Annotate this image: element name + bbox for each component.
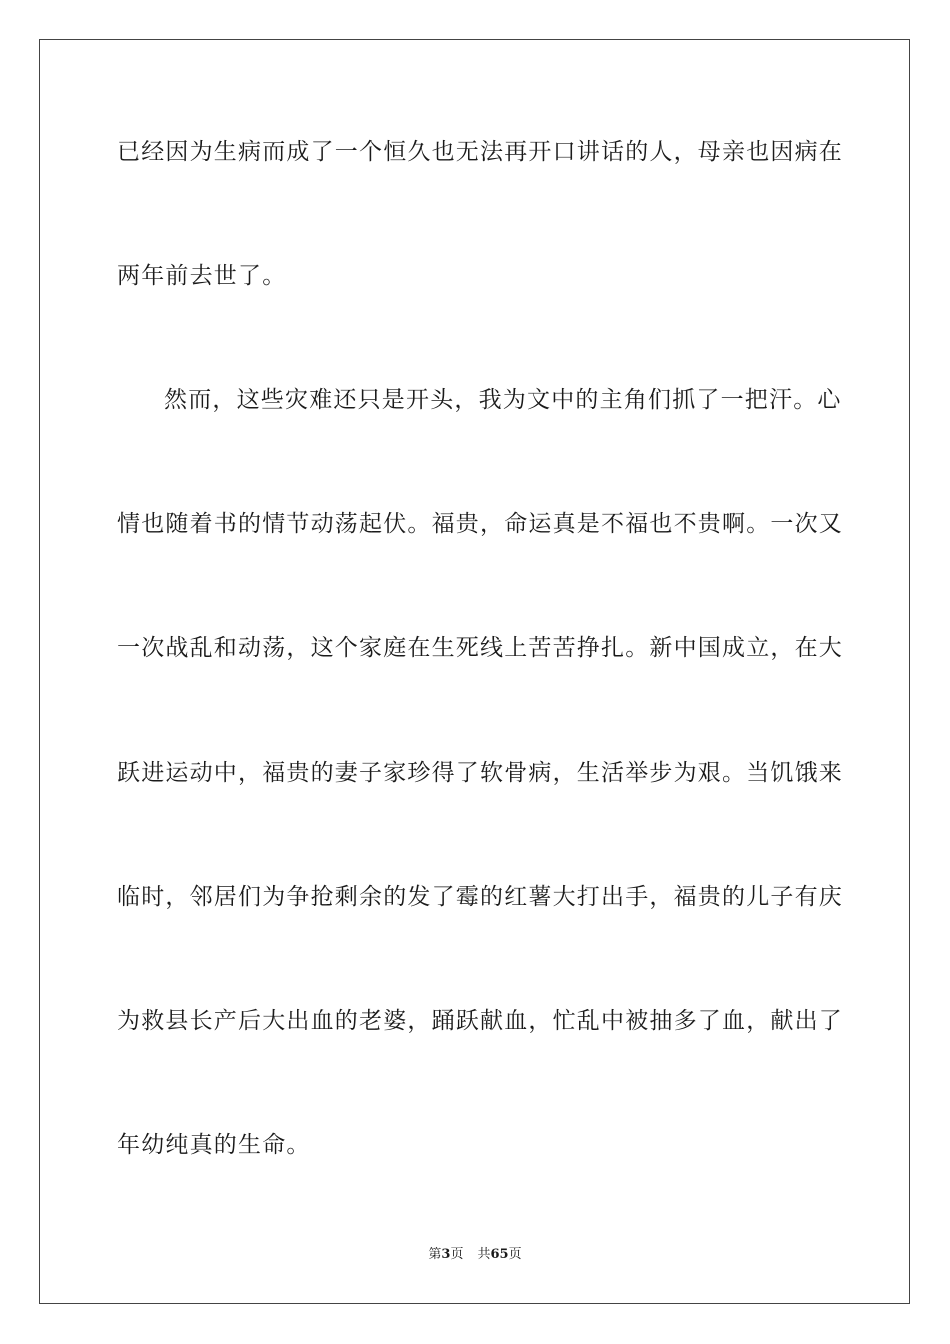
paragraph-line: 为救县长产后大出血的老婆，踊跃献血，忙乱中被抽多了血，献出了 [117,1008,843,1034]
paragraph-line: 年幼纯真的生命。 [117,1132,311,1158]
paragraph-line: 一次战乱和动荡，这个家庭在生死线上苦苦挣扎。新中国成立，在大 [117,635,843,661]
paragraph-line: 已经因为生病而成了一个恒久也无法再开口讲话的人，母亲也因病在 [117,139,843,165]
page-border [39,39,910,1304]
paragraph-line: 两年前去世了。 [117,263,287,289]
page-footer [0,1246,950,1264]
total-suffix: 页 [508,1247,522,1262]
paragraph-line: 跃进运动中，福贵的妻子家珍得了软骨病，生活举步为艰。当饥饿来 [117,760,843,786]
page-suffix: 页 [450,1247,464,1262]
total-prefix: 共 [477,1247,491,1262]
page-number: 3 [441,1247,451,1262]
paragraph-line: 然而，这些灾难还只是开头，我为文中的主角们抓了一把汗。心 [164,387,842,413]
paragraph-line: 情也随着书的情节动荡起伏。福贵，命运真是不福也不贵啊。一次又 [117,511,843,537]
page-prefix: 第 [428,1247,442,1262]
total-pages: 65 [490,1247,509,1262]
paragraph-line: 临时，邻居们为争抢剩余的发了霉的红薯大打出手，福贵的儿子有庆 [117,884,843,910]
